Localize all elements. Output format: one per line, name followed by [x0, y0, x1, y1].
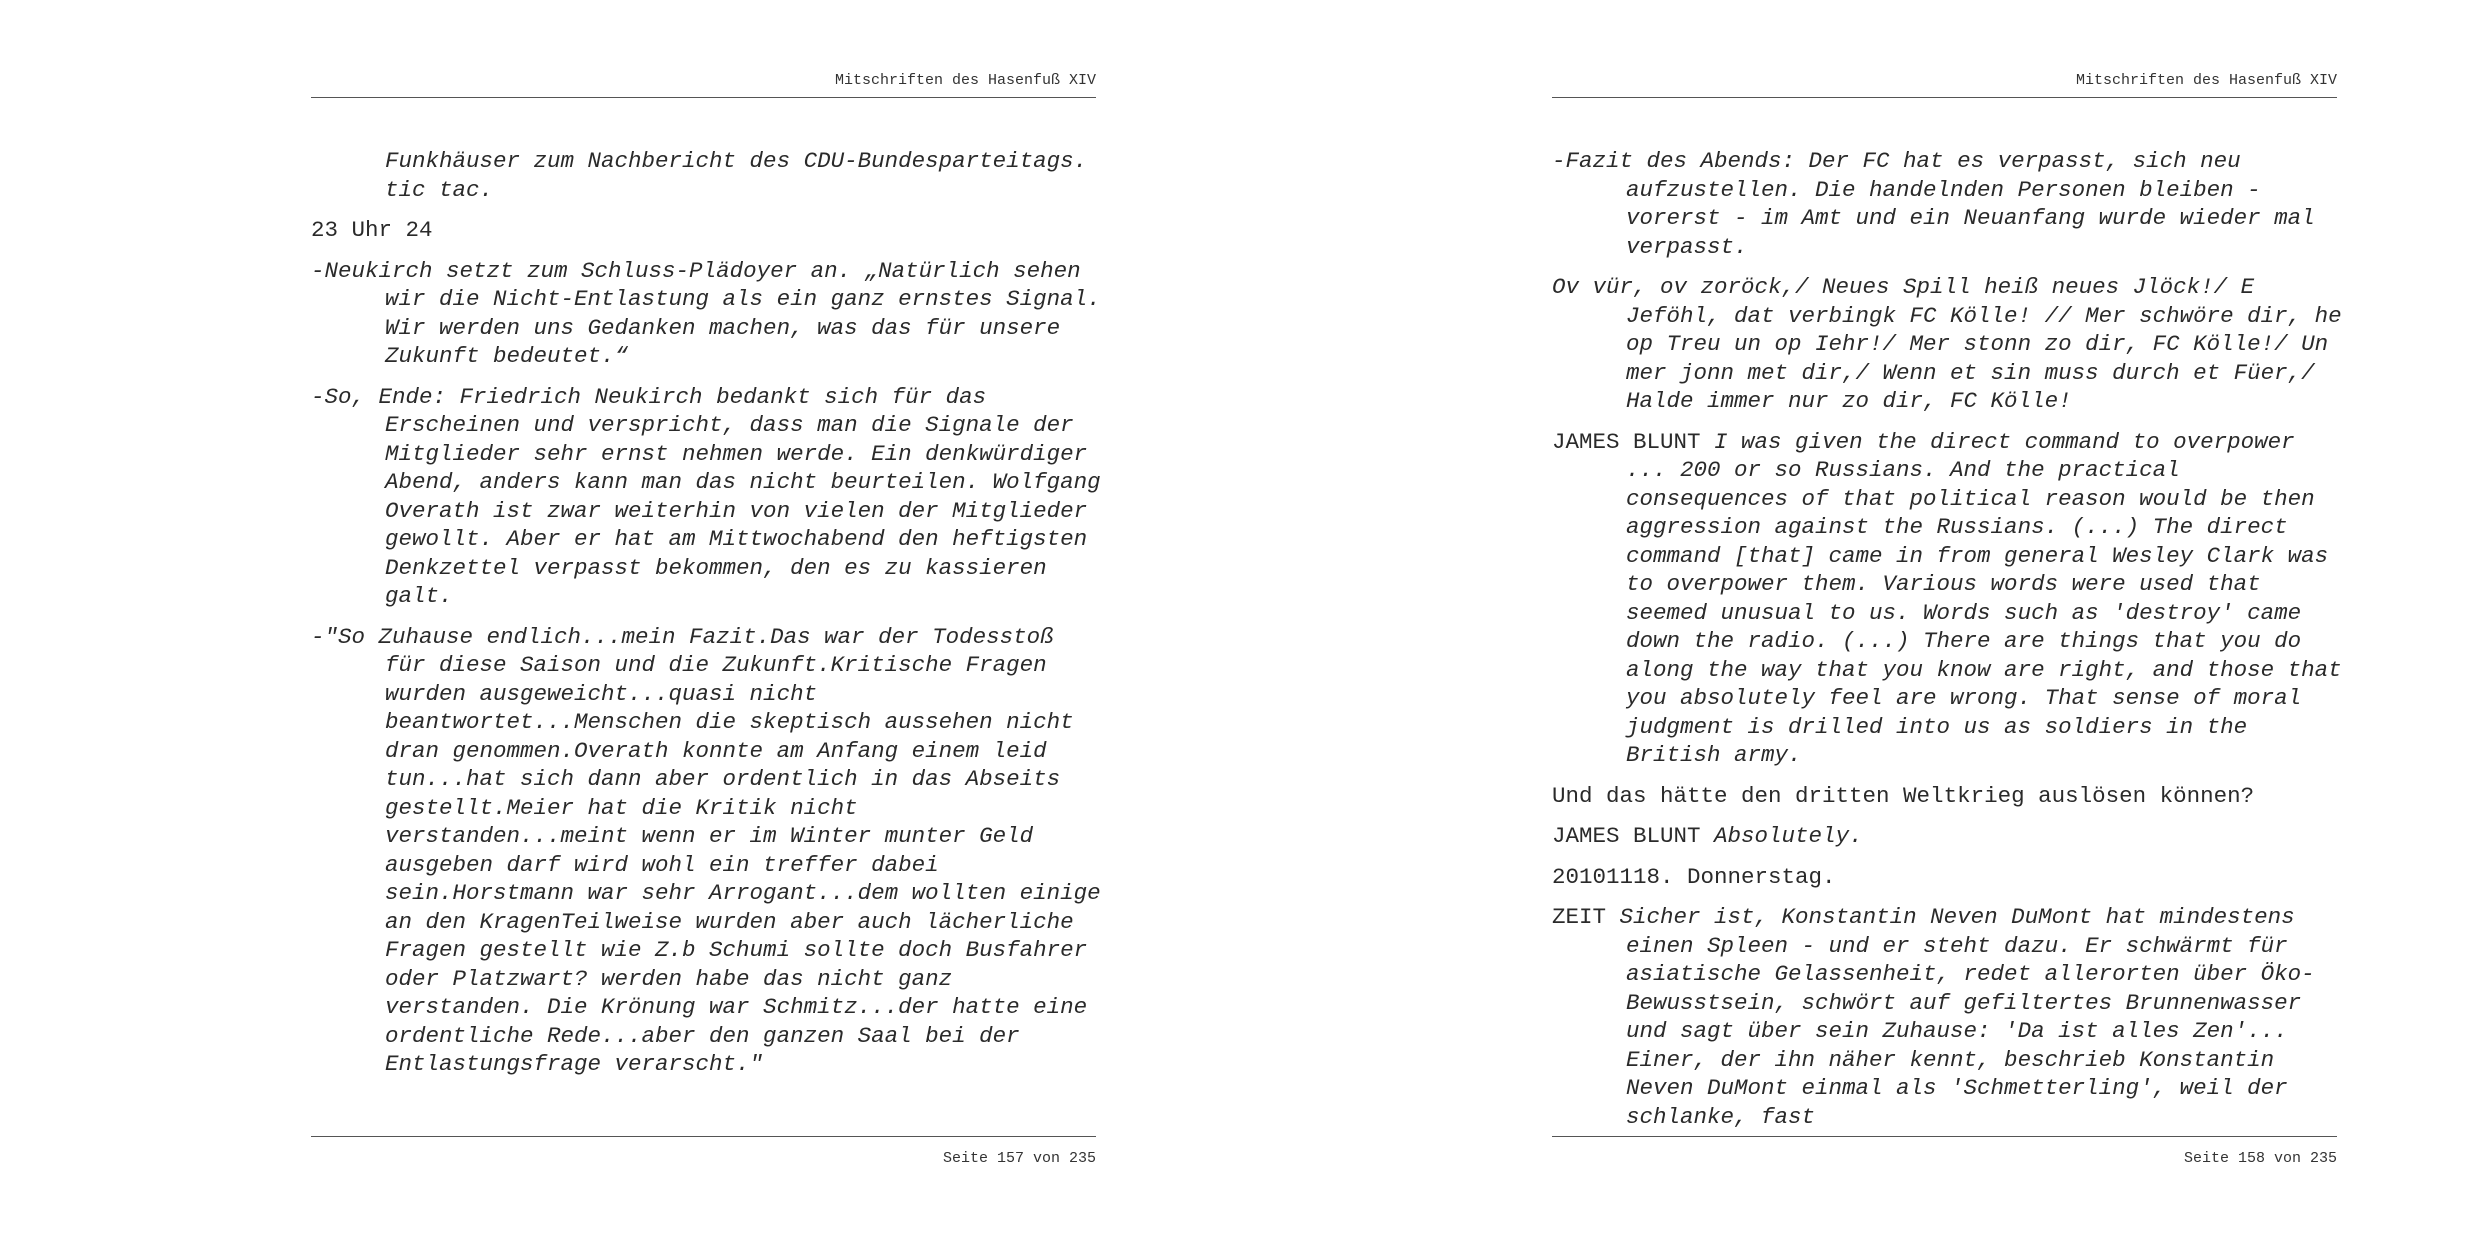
paragraph-text: -Fazit des Abends: Der FC hat es verpasst, sich neu aufzustellen. Die handelnden Personen bleiben - vorerst - im Amt und ein Neuanfang wurde wieder mal verpasst. — [1552, 148, 2315, 260]
header-rule — [1552, 97, 2337, 98]
page-body — [311, 147, 1101, 1091]
header-rule — [311, 97, 1096, 98]
quote-text: I was given the direct command to overpower ... 200 or so Russians. And the practical consequences of that political reason would be then aggression against the Russians. (...) The direct command [that] came in from general Wesley Clark was to overpower them. Various words were used that seemed unusual to us. Words such as 'destroy' came down the radio. (...) There are things that you do along the way that you know are right, and those that you absolutely feel are wrong. That sense of moral judgment is drilled into us as soldiers in the British army. — [1626, 428, 2342, 768]
paragraph-text: -Neukirch setzt zum Schluss-Plädoyer an. „Natürlich sehen wir die Nicht-Entlastung als ein ganz ernstes Signal. Wir werden uns Gedanken machen, was das für unsere Zukunft bedeutet.“ — [311, 257, 1101, 369]
footer-rule — [1552, 1136, 2337, 1137]
paragraph-text: -So, Ende: Friedrich Neukirch bedankt sich für das Erscheinen und verspricht, dass man die Signale der Mitglieder sehr ernst nehmen werde. Ein denkwürdiger Abend, anders kann man das nicht beurteilen. Wolfgang Overath ist zwar weiterhin von vielen der Mitglieder gewollt. Aber er hat am Mittwochabend den heftigsten Denkzettel verpasst bekommen, den es zu kassieren galt. — [311, 383, 1101, 609]
left-page — [311, 0, 1101, 1240]
page-number: Seite 158 von 235 — [2183, 1150, 2337, 1167]
quote-paragraph — [1552, 903, 2342, 1131]
running-header: Mitschriften des Hasenfuß XIV — [834, 72, 1096, 89]
footer-rule — [311, 1136, 1096, 1137]
source-label: ZEIT — [1552, 904, 1607, 930]
paragraph — [311, 623, 1101, 1079]
speaker-label: JAMES BLUNT — [1552, 428, 1701, 455]
running-header: Mitschriften des Hasenfuß XIV — [2075, 72, 2337, 89]
paragraph-continuation — [311, 147, 1101, 204]
quote-paragraph — [1552, 822, 2342, 851]
question — [1552, 782, 2342, 811]
quote-text: Sicher ist, Konstantin Neven DuMont hat mindestens einen Spleen - und er steht dazu. Er schwärmt für asiatische Gelassenheit, redet allerorten über Öko-Bewusstsein, schwört auf gefiltertes Brunnenwasser und sagt über sein Zuhause: 'Da ist alles Zen'... Einer, der ihn näher kennt, beschrieb Konstantin Neven DuMont einmal als 'Schmetterling', weil der schlanke, fast — [1619, 904, 2315, 1130]
time-label: 23 Uhr 24 — [311, 217, 433, 243]
paragraph-text: -"So Zuhause endlich...mein Fazit.Das war der Todesstoß für diese Saison und die Zukunft.Kritische Fragen wurden ausgeweicht...quasi nicht beantwortet...Menschen die skeptisch aussehen nicht dran genommen.Overath konnte am Anfang einem leid tun...hat sich dann aber ordentlich in das Abseits gestellt.Meier hat die Kritik nicht verstanden...meint wenn er im Winter munter Geld ausgeben darf wird wohl ein treffer dabei sein.Horstmann war sehr Arrogant...dem wollten einige an den KragenTeilweise wurden aber auch lächerliche Fragen gestellt wie Z.b Schumi sollte doch Busfahrer oder Platzwart? werden habe das nicht ganz verstanden. Die Krönung war Schmitz...der hatte eine ordentliche Rede...aber den ganzen Saal bei der Entlastungsfrage verarscht." — [311, 623, 1101, 1077]
paragraph-text: Funkhäuser zum Nachbericht des CDU-Bundesparteitags. tic tac. — [385, 148, 1088, 203]
paragraph — [311, 383, 1101, 611]
question-text: Und das hätte den dritten Weltkrieg auslösen können? — [1552, 782, 2255, 809]
right-page — [1552, 0, 2342, 1240]
paragraph — [1552, 147, 2342, 261]
date-label: 20101118. Donnerstag. — [1552, 863, 1836, 890]
song-lyrics — [1552, 273, 2342, 416]
paragraph-text: Ov vür, ov zoröck,/ Neues Spill heiß neues Jlöck!/ E Jeföhl, dat verbingk FC Kölle! // Mer schwöre dir, he op Treu un op Iehr!/ Mer stonn zo dir, FC Kölle!/ Un mer jonn met dir,/ Wenn et sin muss durch et Füer,/ Halde immer nur zo dir, FC Kölle! — [1552, 274, 2342, 414]
speaker-label: JAMES BLUNT — [1552, 823, 1701, 849]
quote-paragraph — [1552, 428, 2342, 770]
quote-text: Absolutely. — [1714, 823, 1863, 849]
paragraph — [311, 257, 1101, 371]
page-number: Seite 157 von 235 — [942, 1150, 1096, 1167]
time-stamp — [311, 216, 1101, 245]
date-entry — [1552, 863, 2342, 892]
page-body — [1552, 147, 2342, 1143]
